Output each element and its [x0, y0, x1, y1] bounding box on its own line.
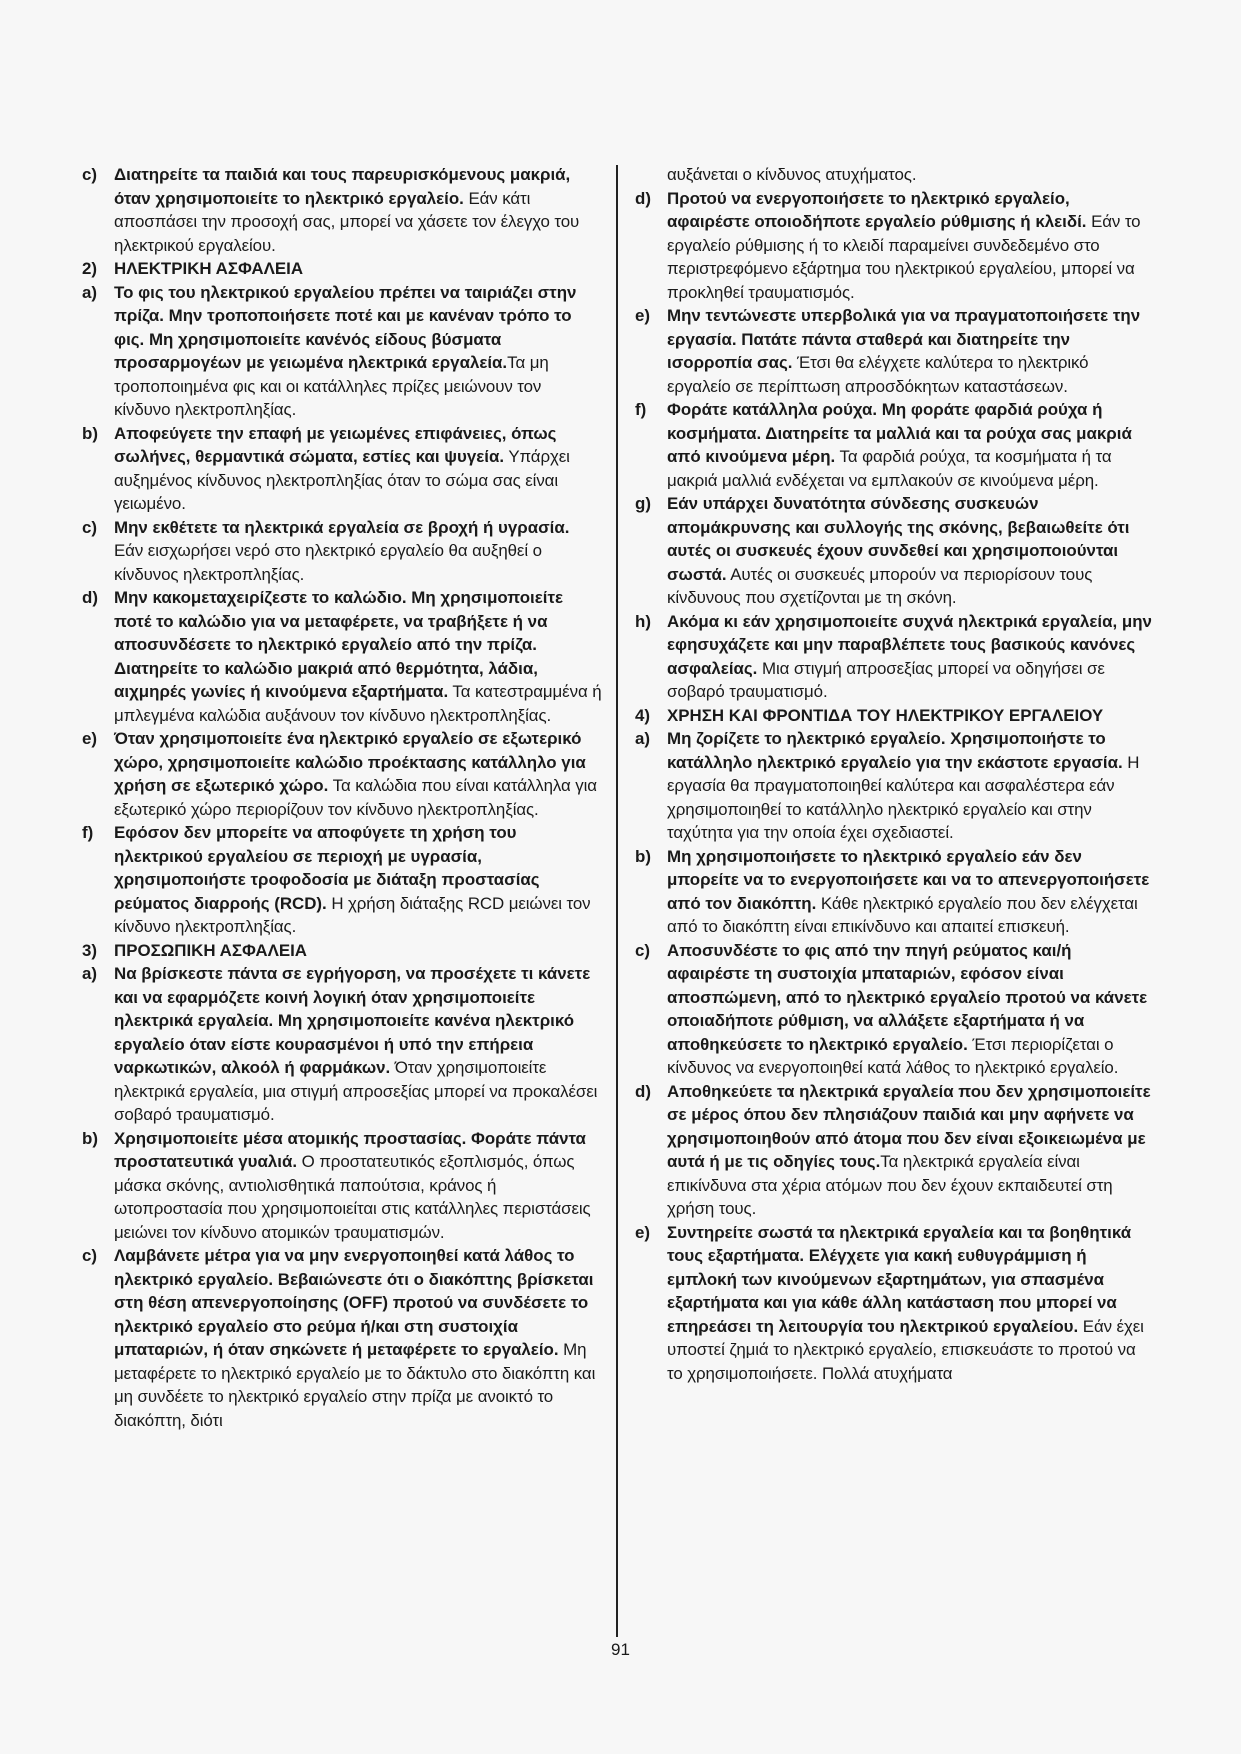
list-item: [82, 422, 602, 516]
section-title: ΠΡΟΣΩΠΙΚΗ ΑΣΦΑΛΕΙΑ: [114, 940, 307, 960]
list-item: [82, 962, 602, 1127]
item-label: c): [82, 517, 98, 537]
section-number: 4): [635, 705, 651, 725]
item-label: c): [82, 165, 98, 184]
item-bold-text: Μη χρησιμοποιήσετε το ηλεκτρικό εργαλείο εάν δεν μπορείτε να το ενεργοποιήσετε και να το απενεργοποιήσετε από τον διακόπτη.: [667, 846, 1150, 913]
item-bold-text: Προτού να ενεργοποιήσετε το ηλεκτρικό εργαλείο, αφαιρέστε οποιοδήποτε εργαλείο ρύθμισης ή κλειδί.: [667, 188, 1087, 231]
list-item: [635, 492, 1155, 610]
list-item: [82, 821, 602, 939]
section-number: 3): [82, 940, 98, 960]
item-label: f): [82, 823, 94, 842]
item-label: b): [82, 423, 98, 443]
list-item: [635, 845, 1155, 939]
item-text: Εάν έχει υποστεί ζημιά το ηλεκτρικό εργαλείο, επισκευάστε το προτού να το χρησιμοποιήσετε. Πολλά ατυχήματα: [667, 1316, 1144, 1383]
item-bold-text: Αποσυνδέστε το φις από την πηγή ρεύματος και/ή αφαιρέστε τη συστοιχία μπαταριών, εφόσον είναι αποσπώμενη, από το ηλεκτρικό εργαλείο προτού να κάνετε οποιαδήποτε ρύθμιση, να αλλάξετε εξαρτήματα ή να αποθηκεύσετε το ηλεκτρικό εργαλείο.: [667, 940, 1148, 1054]
list-item: [635, 187, 1155, 305]
item-text: Ο προστατευτικός εξοπλισμός, όπως μάσκα σκόνης, αντιολισθητικά παπούτσια, κράνος ή ωτοπροστασία που χρησιμοποιείται στις κατάλληλες περιστάσεις μειώνει τον κίνδυνο ατομικών τραυματισμών.: [114, 1152, 591, 1242]
section-heading: [82, 257, 602, 281]
page-number: 91: [611, 1640, 630, 1659]
item-text: Μη μεταφέρετε το ηλεκτρικό εργαλείο με το δάκτυλο στο διακόπτη και μη συνδέετε το ηλεκτρικό εργαλείο στην πρίζα με ανοικτό το διακόπτη, διότι: [114, 1340, 596, 1430]
item-bold-text: Αποφεύγετε την επαφή με γειωμένες επιφάνειες, όπως σωλήνες, θερμαντικά σώματα, εστίες και ψυγεία.: [114, 423, 557, 466]
item-bold-text: Να βρίσκεστε πάντα σε εγρήγορση, να προσέχετε τι κάνετε και να εφαρμόζετε κοινή λογική όταν χρησιμοποιείτε ηλεκτρικά εργαλεία. Μη χρησιμοποιείτε κανένα ηλεκτρικό εργαλείο όταν είστε κουρασμένοι ή υπό την επήρεια ναρκωτικών, αλκοόλ ή φαρμάκων.: [114, 964, 591, 1077]
item-label: b): [635, 846, 651, 866]
item-text: Η εργασία θα πραγματοποιηθεί καλύτερα και ασφαλέστερα εάν χρησιμοποιηθεί το κατάλληλο ηλεκτρικό εργαλείο και στην ταχύτητα για την οποία έχει σχεδιαστεί.: [667, 752, 1140, 842]
list-item: [82, 1244, 602, 1432]
left-column: [82, 163, 602, 1432]
list-item: [82, 516, 602, 587]
item-text: Τα κατεστραμμένα ή μπλεγμένα καλώδια αυξάνουν τον κίνδυνο ηλεκτροπληξίας.: [114, 682, 602, 725]
list-item: [82, 1127, 602, 1245]
item-bold-text: Μην κακομεταχειρίζεστε το καλώδιο. Μη χρησιμοποιείτε ποτέ το καλώδιο για να μεταφέρετε, να τραβήξετε ή να αποσυνδέσετε το ηλεκτρικό εργαλείο από την πρίζα. Διατηρείτε το καλώδιο μακριά από θερμότητα, λάδια, αιχμηρές γωνίες ή κινούμενα εξαρτήματα.: [114, 588, 564, 701]
item-text: αυξάνεται ο κίνδυνος ατυχήματος.: [667, 165, 917, 184]
section-title: ΧΡΗΣΗ ΚΑΙ ΦΡΟΝΤΙΔΑ ΤΟΥ ΗΛΕΚΤΡΙΚΟΥ ΕΡΓΑΛΕΙΟΥ: [667, 705, 1104, 725]
list-item: [635, 1221, 1155, 1386]
list-item: [635, 939, 1155, 1080]
item-label: d): [635, 1081, 651, 1101]
item-label: h): [635, 611, 651, 631]
item-text: Αυτές οι συσκευές μπορούν να περιορίσουν τους κίνδυνους που σχετίζονται με τη σκόνη.: [667, 564, 1093, 607]
item-label: f): [635, 400, 647, 419]
item-label: a): [82, 964, 98, 983]
item-bold-text: Εάν υπάρχει δυνατότητα σύνδεσης συσκευών απομάκρυνσης και συλλογής της σκόνης, βεβαιωθείτε ότι αυτές οι συσκευές έχουν συνδεθεί και χρησιμοποιούνται σωστά.: [667, 494, 1130, 584]
item-text: Η χρήση διάταξης RCD μειώνει τον κίνδυνο ηλεκτροπληξίας.: [114, 893, 591, 936]
item-bold-text: Το φις του ηλεκτρικού εργαλείου πρέπει να ταιριάζει στην πρίζα. Μην τροποποιήσετε ποτέ και με κανέναν τρόπο το φις. Μη χρησιμοποιείτε κανένός είδους βύσματα προσαρμογέων με γειωμένα ηλεκτρικά εργαλεία.: [114, 282, 577, 372]
section-title: ΗΛΕΚΤΡΙΚΗ ΑΣΦΑΛΕΙΑ: [114, 259, 304, 278]
item-label: e): [635, 1222, 651, 1242]
list-item: [82, 586, 602, 727]
item-bold-text: Μην τεντώνεστε υπερβολικά για να πραγματοποιήσετε την εργασία. Πατάτε πάντα σταθερά και διατηρείτε την ισορροπία σας.: [667, 306, 1141, 372]
section-heading: [635, 704, 1155, 728]
item-bold-text: Εφόσον δεν μπορείτε να αποφύγετε τη χρήση του ηλεκτρικού εργαλείου σε περιοχή με υγρασία, χρησιμοποιήστε τροφοδοσία με διάταξη προστασίας ρεύματος διαρροής (RCD).: [114, 823, 540, 913]
list-item: [82, 281, 602, 422]
column-divider: [616, 165, 618, 1637]
item-text: Έτσι περιορίζεται ο κίνδυνος να ενεργοποιηθεί κατά λάθος το ηλεκτρικό εργαλείο.: [667, 1034, 1119, 1077]
list-item: [635, 610, 1155, 704]
item-label: g): [635, 494, 651, 513]
item-text: Εάν κάτι αποσπάσει την προσοχή σας, μπορεί να χάσετε τον έλεγχο του ηλεκτρικού εργαλείου.: [114, 188, 580, 255]
item-label: a): [635, 729, 651, 748]
item-label: c): [82, 1246, 98, 1265]
list-item: [635, 727, 1155, 845]
item-text: Όταν χρησιμοποιείτε ηλεκτρικά εργαλεία, μια στιγμή απροσεξίας μπορεί να προκαλέσει σοβαρό τραυματισμό.: [114, 1058, 598, 1124]
list-item: [635, 1080, 1155, 1221]
item-text: Εάν εισχωρήσει νερό στο ηλεκτρικό εργαλείο θα αυξηθεί ο κίνδυνος ηλεκτροπληξίας.: [114, 541, 542, 584]
item-text: Υπάρχει αυξημένος κίνδυνος ηλεκτροπληξίας όταν το σώμα σας είναι γειωμένο.: [114, 447, 570, 513]
item-bold-text: Μην εκθέτετε τα ηλεκτρικά εργαλεία σε βροχή ή υγρασία.: [114, 517, 570, 537]
item-bold-text: Αποθηκεύετε τα ηλεκτρικά εργαλεία που δεν χρησιμοποιείτε σε μέρος όπου δεν πλησιάζουν παιδιά και μην αφήνετε να χρησιμοποιηθούν από άτομα που δεν είναι εξοικειωμένα με αυτά ή με τις οδηγίες τους.: [667, 1081, 1151, 1171]
item-text: Τα ηλεκτρικά εργαλεία είναι επικίνδυνα στα χέρια ατόμων που δεν έχουν εκπαιδευτεί στη χρήση τους.: [667, 1152, 1113, 1218]
item-label: e): [635, 306, 651, 325]
item-label: b): [82, 1128, 98, 1148]
continuation-text: [635, 163, 1155, 187]
item-text: Τα καλώδια που είναι κατάλληλα για εξωτερικό χώρο περιορίζουν τον κίνδυνο ηλεκτροπληξίας.: [114, 776, 597, 819]
item-label: d): [82, 588, 98, 607]
list-item: [635, 304, 1155, 398]
item-text: Μια στιγμή απροσεξίας μπορεί να οδηγήσει σε σοβαρό τραυματισμό.: [667, 658, 1105, 701]
section-heading: [82, 939, 602, 963]
item-text: Έτσι θα ελέγχετε καλύτερα το ηλεκτρικό εργαλείο σε περίπτωση απροσδόκητων καταστάσεων.: [667, 353, 1089, 396]
item-bold-text: Φοράτε κατάλληλα ρούχα. Μη φοράτε φαρδιά ρούχα ή κοσμήματα. Διατηρείτε τα μαλλιά και τα ρούχα σας μακριά από κινούμενα μέρη.: [667, 400, 1132, 466]
item-bold-text: Διατηρείτε τα παιδιά και τους παρευρισκόμενους μακριά, όταν χρησιμοποιείτε το ηλεκτρικό εργαλείο.: [114, 165, 571, 208]
item-bold-text: Συντηρείτε σωστά τα ηλεκτρικά εργαλεία και τα βοηθητικά τους εξαρτήματα. Ελέγχετε για κακή ευθυγράμμιση ή εμπλοκή των κινούμενων εξαρτημάτων, για σπασμένα εξαρτήματα και για κάθε άλλη κατάσταση που μπορεί να επηρεάσει τη λειτουργία του ηλεκτρικού εργαλείου.: [667, 1222, 1132, 1336]
list-item: [82, 163, 602, 257]
item-bold-text: Όταν χρησιμοποιείτε ένα ηλεκτρικό εργαλείο σε εξωτερικό χώρο, χρησιμοποιείτε καλώδιο προέκτασης κατάλληλο για χρήση σε εξωτερικό χώρο.: [114, 729, 586, 795]
item-text: Τα φαρδιά ρούχα, τα κοσμήματα ή τα μακριά μαλλιά ενδέχεται να εμπλακούν σε κινούμενα μέρη.: [667, 447, 1112, 490]
section-number: 2): [82, 259, 98, 278]
item-text: Εάν το εργαλείο ρύθμισης ή το κλειδί παραμείνει συνδεδεμένο στο περιστρεφόμενο εξάρτημα του ηλεκτρικού εργαλείου, μπορεί να προκληθεί τραυματισμός.: [667, 212, 1141, 302]
right-column: [635, 163, 1155, 1385]
item-label: d): [635, 188, 651, 208]
item-label: a): [82, 282, 98, 302]
item-label: c): [635, 940, 651, 960]
item-bold-text: Χρησιμοποιείτε μέσα ατομικής προστασίας. Φοράτε πάντα προστατευτικά γυαλιά.: [114, 1128, 586, 1171]
item-bold-text: Λαμβάνετε μέτρα για να μην ενεργοποιηθεί κατά λάθος το ηλεκτρικό εργαλείο. Βεβαιώνεστε ότι ο διακόπτης βρίσκεται στη θέση απενεργοποίησης (OFF) προτού να συνδέσετε το ηλεκτρικό εργαλείο στο ρεύμα ή/και στη συστοιχία μπαταριών, ή όταν σηκώνετε ή μεταφέρετε το εργαλείο.: [114, 1246, 594, 1359]
list-item: [635, 398, 1155, 492]
list-item: [82, 727, 602, 821]
item-label: e): [82, 729, 98, 748]
item-bold-text: Μη ζορίζετε το ηλεκτρικό εργαλείο. Χρησιμοποιήστε το κατάλληλο ηλεκτρικό εργαλείο για την εκάστοτε εργασία.: [667, 729, 1123, 772]
item-bold-text: Ακόμα κι εάν χρησιμοποιείτε συχνά ηλεκτρικά εργαλεία, μην εφησυχάζετε και μην παραβλέπετε τους βασικούς κανόνες ασφαλείας.: [667, 611, 1152, 678]
item-text: Τα μη τροποποιημένα φις και οι κατάλληλες πρίζες μειώνουν τον κίνδυνο ηλεκτροπληξίας.: [114, 353, 549, 419]
item-text: Κάθε ηλεκτρικό εργαλείο που δεν ελέγχεται από το διακόπτη είναι επικίνδυνο και απαιτεί επισκευή.: [667, 893, 1138, 936]
